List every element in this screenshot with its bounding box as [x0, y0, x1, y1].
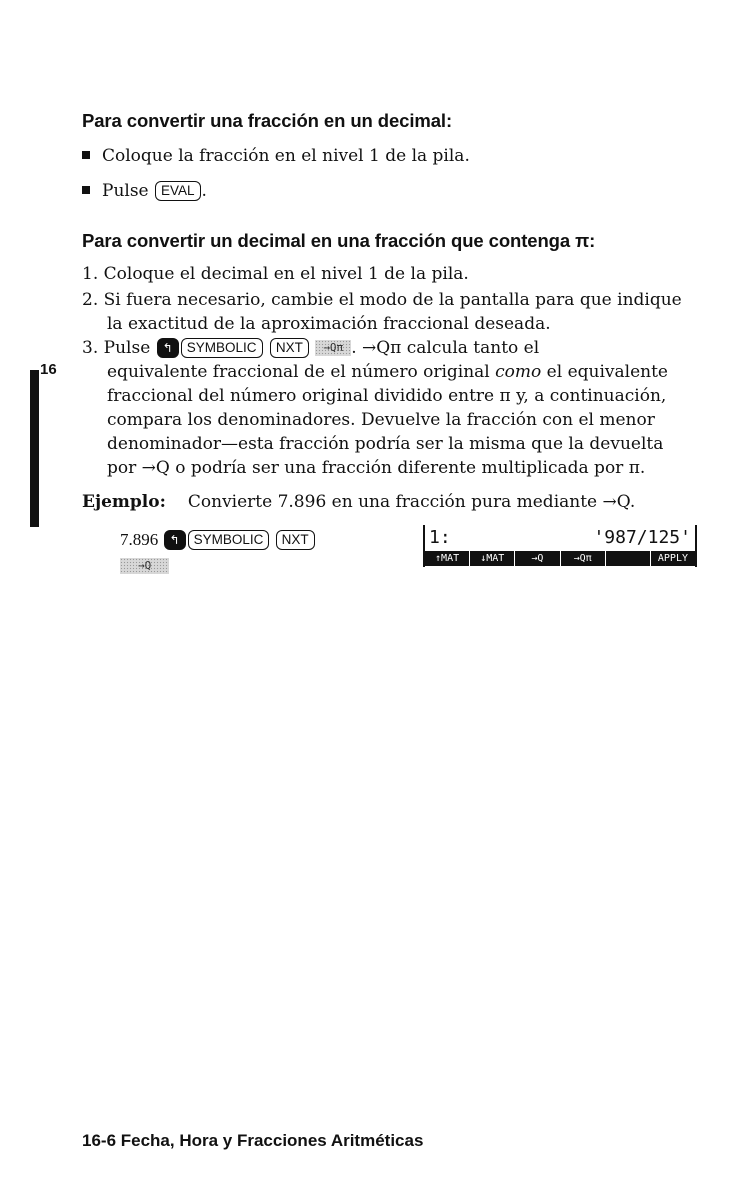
- example-keystrokes: 7.896 ↰ SYMBOLIC NXT: [120, 530, 316, 550]
- page-footer: 16-6 Fecha, Hora y Fracciones Aritméticas: [82, 1131, 424, 1150]
- left-shift-key-icon: ↰: [164, 530, 186, 550]
- step-3-line-2: equivalente fraccional de el número original como el equivalente: [107, 362, 668, 382]
- stack-result: '987/125': [593, 526, 691, 548]
- example-line: Ejemplo: Convierte 7.896 en una fracción pura mediante →Q.: [82, 492, 636, 512]
- section-heading-decimal-to-pi-fraction: Para convertir un decimal en una fracción que contenga π:: [82, 230, 596, 251]
- to-q-softkey: →Q: [120, 558, 169, 574]
- example-softkey-line: [120, 556, 169, 576]
- nxt-key: NXT: [270, 338, 309, 358]
- bullet-item-1: Coloque la fracción en el nivel 1 de la pila.: [82, 146, 470, 166]
- step-3-line-6: por →Q o podría ser una fracción diferente multiplicada por π.: [107, 458, 646, 478]
- menu-key-down-mat: ↓MAT: [470, 551, 515, 566]
- step-1: 1. Coloque el decimal en el nivel 1 de la pila.: [82, 264, 469, 284]
- step-3-line-3: fraccional del número original dividido entre π y, a continuación,: [107, 386, 667, 406]
- left-shift-key-icon: ↰: [157, 338, 179, 358]
- menu-key-apply: APPLY: [657, 553, 688, 564]
- menu-key-to-q-pi: →Qπ: [561, 551, 606, 566]
- softkey-menu-bar: [425, 551, 695, 566]
- calculator-screen: [423, 525, 697, 567]
- menu-key-to-q: →Q: [515, 551, 560, 566]
- step-2-line-1: 2. Si fuera necesario, cambie el modo de la pantalla para que indique: [82, 290, 682, 310]
- symbolic-key: SYMBOLIC: [181, 338, 263, 358]
- chapter-tab-bar: [30, 370, 39, 527]
- bullet-square-icon: [82, 186, 90, 194]
- eval-key: EVAL: [155, 181, 201, 201]
- stack-level-1: [429, 525, 691, 549]
- step-3-line-1: 3. Pulse ↰ SYMBOLIC NXT →Qπ . →Qπ calcula tanto el: [82, 338, 540, 358]
- stack-level-label: 1:: [429, 526, 451, 548]
- step-3-line-5: denominador—esta fracción podría ser la misma que la devuelta: [107, 434, 664, 454]
- bullet-square-icon: [82, 151, 90, 159]
- chapter-tab-number: 16: [40, 361, 57, 378]
- to-q-pi-softkey: →Qπ: [315, 340, 351, 356]
- example-label: Ejemplo:: [82, 492, 166, 512]
- symbolic-key: SYMBOLIC: [188, 530, 270, 550]
- step-3-line-4: compara los denominadores. Devuelve la fracción con el menor: [107, 410, 655, 430]
- section-heading-fraction-to-decimal: Para convertir una fracción en un decimal:: [82, 110, 453, 131]
- step-2-line-2: la exactitud de la aproximación fraccional deseada.: [107, 314, 551, 334]
- bullet-item-2: Pulse EVAL .: [82, 181, 207, 201]
- menu-key-blank: [606, 551, 651, 566]
- nxt-key: NXT: [276, 530, 315, 550]
- menu-key-up-mat: ↑MAT: [425, 551, 470, 566]
